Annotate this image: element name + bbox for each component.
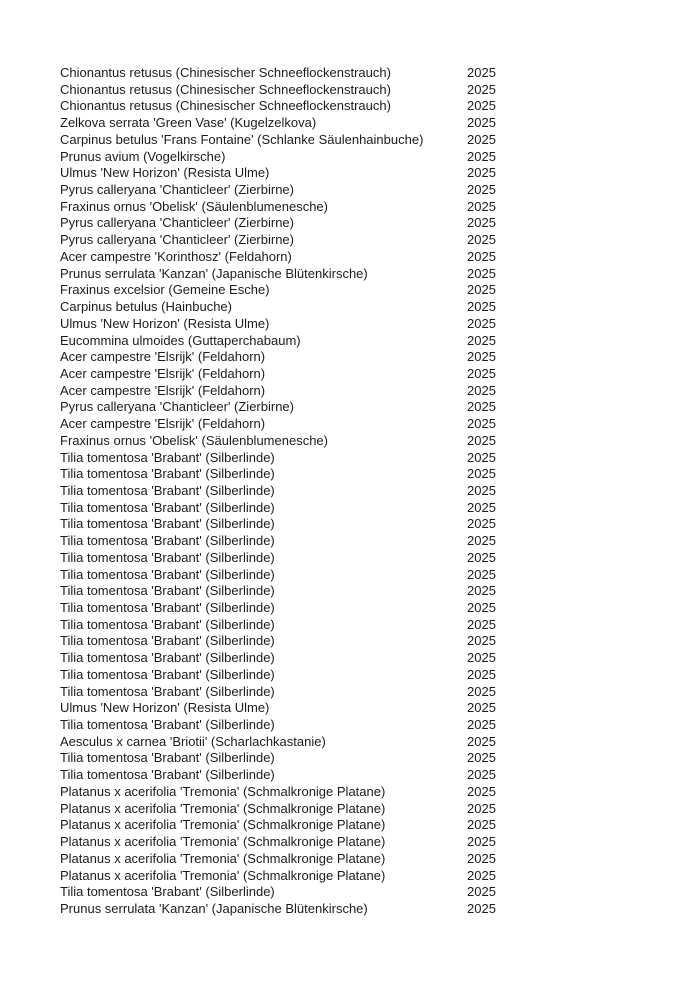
planting-year: 2025 bbox=[467, 482, 496, 498]
tree-name: Carpinus betulus (Hainbuche) bbox=[60, 299, 232, 315]
list-item bbox=[60, 433, 700, 450]
planting-year: 2025 bbox=[467, 850, 496, 866]
tree-name: Chionantus retusus (Chinesischer Schneeflockenstrauch) bbox=[60, 65, 391, 80]
list-item bbox=[60, 817, 700, 834]
tree-name: Tilia tomentosa 'Brabant' (Silberlinde) bbox=[60, 583, 275, 599]
planting-year: 2025 bbox=[467, 449, 496, 465]
planting-year: 2025 bbox=[467, 115, 496, 131]
list-item bbox=[60, 65, 700, 82]
planting-year: 2025 bbox=[467, 516, 496, 532]
tree-name: Pyrus calleryana 'Chanticleer' (Zierbirne) bbox=[60, 232, 294, 248]
tree-name: Fraxinus excelsior (Gemeine Esche) bbox=[60, 282, 270, 298]
planting-year: 2025 bbox=[467, 65, 496, 80]
planting-year: 2025 bbox=[467, 182, 496, 198]
planting-year: 2025 bbox=[467, 800, 496, 816]
tree-name: Prunus serrulata 'Kanzan' (Japanische Blütenkirsche) bbox=[60, 265, 368, 281]
tree-name: Pyrus calleryana 'Chanticleer' (Zierbirne) bbox=[60, 215, 294, 231]
planting-year: 2025 bbox=[467, 416, 496, 432]
tree-name: Fraxinus ornus 'Obelisk' (Säulenblumenesche) bbox=[60, 432, 328, 448]
tree-name: Prunus serrulata 'Kanzan' (Japanische Blütenkirsche) bbox=[60, 900, 368, 916]
list-item bbox=[60, 717, 700, 734]
list-item bbox=[60, 901, 700, 918]
planting-year: 2025 bbox=[467, 282, 496, 298]
tree-name: Tilia tomentosa 'Brabant' (Silberlinde) bbox=[60, 466, 275, 482]
list-item bbox=[60, 583, 700, 600]
tree-name: Tilia tomentosa 'Brabant' (Silberlinde) bbox=[60, 633, 275, 649]
planting-year: 2025 bbox=[467, 650, 496, 666]
tree-name: Ulmus 'New Horizon' (Resista Ulme) bbox=[60, 165, 270, 181]
tree-name: Prunus avium (Vogelkirsche) bbox=[60, 148, 226, 164]
planting-year: 2025 bbox=[467, 81, 496, 97]
list-item bbox=[60, 851, 700, 868]
planting-year: 2025 bbox=[467, 499, 496, 515]
planting-year: 2025 bbox=[467, 633, 496, 649]
planting-year: 2025 bbox=[467, 717, 496, 733]
list-item bbox=[60, 667, 700, 684]
list-item bbox=[60, 333, 700, 350]
tree-name: Tilia tomentosa 'Brabant' (Silberlinde) bbox=[60, 516, 275, 532]
list-item bbox=[60, 650, 700, 667]
tree-name: Acer campestre 'Korinthosz' (Feldahorn) bbox=[60, 248, 292, 264]
planting-year: 2025 bbox=[467, 148, 496, 164]
list-item bbox=[60, 366, 700, 383]
tree-name: Tilia tomentosa 'Brabant' (Silberlinde) bbox=[60, 683, 275, 699]
tree-name: Tilia tomentosa 'Brabant' (Silberlinde) bbox=[60, 717, 275, 733]
list-item bbox=[60, 149, 700, 166]
list-item bbox=[60, 299, 700, 316]
list-item bbox=[60, 884, 700, 901]
planting-year: 2025 bbox=[467, 533, 496, 549]
list-item bbox=[60, 617, 700, 634]
list-item bbox=[60, 633, 700, 650]
tree-name: Tilia tomentosa 'Brabant' (Silberlinde) bbox=[60, 482, 275, 498]
tree-name: Tilia tomentosa 'Brabant' (Silberlinde) bbox=[60, 549, 275, 565]
tree-name: Platanus x acerifolia 'Tremonia' (Schmalkronige Platane) bbox=[60, 867, 386, 883]
list-item bbox=[60, 801, 700, 818]
tree-name: Platanus x acerifolia 'Tremonia' (Schmalkronige Platane) bbox=[60, 783, 386, 799]
tree-name: Tilia tomentosa 'Brabant' (Silberlinde) bbox=[60, 666, 275, 682]
planting-year: 2025 bbox=[467, 349, 496, 365]
planting-year: 2025 bbox=[467, 131, 496, 147]
tree-name: Carpinus betulus 'Frans Fontaine' (Schlanke Säulenhainbuche) bbox=[60, 131, 424, 147]
planting-year: 2025 bbox=[467, 767, 496, 783]
tree-name: Pyrus calleryana 'Chanticleer' (Zierbirne) bbox=[60, 182, 294, 198]
planting-year: 2025 bbox=[467, 198, 496, 214]
planting-year: 2025 bbox=[467, 265, 496, 281]
tree-name: Acer campestre 'Elsrijk' (Feldahorn) bbox=[60, 382, 266, 398]
planting-year: 2025 bbox=[467, 432, 496, 448]
planting-year: 2025 bbox=[467, 884, 496, 900]
tree-name: Chionantus retusus (Chinesischer Schneeflockenstrauch) bbox=[60, 81, 391, 97]
planting-year: 2025 bbox=[467, 98, 496, 114]
tree-name: Fraxinus ornus 'Obelisk' (Säulenblumenesche) bbox=[60, 198, 328, 214]
planting-year: 2025 bbox=[467, 900, 496, 916]
planting-year: 2025 bbox=[467, 783, 496, 799]
list-item bbox=[60, 700, 700, 717]
list-item bbox=[60, 834, 700, 851]
planting-year: 2025 bbox=[467, 834, 496, 850]
tree-name: Tilia tomentosa 'Brabant' (Silberlinde) bbox=[60, 600, 275, 615]
list-item bbox=[60, 516, 700, 533]
tree-name: Tilia tomentosa 'Brabant' (Silberlinde) bbox=[60, 533, 275, 549]
list-item bbox=[60, 734, 700, 751]
list-item bbox=[60, 500, 700, 517]
list-item bbox=[60, 182, 700, 199]
planting-year: 2025 bbox=[467, 315, 496, 331]
list-item bbox=[60, 767, 700, 784]
planting-year: 2025 bbox=[467, 616, 496, 632]
tree-name: Acer campestre 'Elsrijk' (Feldahorn) bbox=[60, 349, 266, 365]
list-item bbox=[60, 316, 700, 333]
list-item bbox=[60, 232, 700, 249]
tree-name: Tilia tomentosa 'Brabant' (Silberlinde) bbox=[60, 750, 275, 766]
list-item bbox=[60, 383, 700, 400]
list-item bbox=[60, 349, 700, 366]
list-item bbox=[60, 416, 700, 433]
tree-name: Pyrus calleryana 'Chanticleer' (Zierbirne) bbox=[60, 399, 294, 415]
list-item bbox=[60, 533, 700, 550]
list-item bbox=[60, 165, 700, 182]
tree-name: Ulmus 'New Horizon' (Resista Ulme) bbox=[60, 315, 270, 331]
tree-name: Tilia tomentosa 'Brabant' (Silberlinde) bbox=[60, 616, 275, 632]
tree-name: Acer campestre 'Elsrijk' (Feldahorn) bbox=[60, 416, 266, 432]
list-item bbox=[60, 784, 700, 801]
planting-year: 2025 bbox=[467, 299, 496, 315]
planting-year: 2025 bbox=[467, 566, 496, 582]
planting-year: 2025 bbox=[467, 332, 496, 348]
list-item bbox=[60, 199, 700, 216]
tree-name: Platanus x acerifolia 'Tremonia' (Schmalkronige Platane) bbox=[60, 817, 386, 833]
planting-year: 2025 bbox=[467, 466, 496, 482]
planting-year: 2025 bbox=[467, 549, 496, 565]
tree-name: Platanus x acerifolia 'Tremonia' (Schmalkronige Platane) bbox=[60, 850, 386, 866]
tree-name: Ulmus 'New Horizon' (Resista Ulme) bbox=[60, 700, 270, 716]
list-item bbox=[60, 466, 700, 483]
tree-name: Tilia tomentosa 'Brabant' (Silberlinde) bbox=[60, 499, 275, 515]
list-item bbox=[60, 82, 700, 99]
planting-year: 2025 bbox=[467, 750, 496, 766]
planting-year: 2025 bbox=[467, 817, 496, 833]
list-item bbox=[60, 132, 700, 149]
planting-year: 2025 bbox=[467, 867, 496, 883]
tree-name: Tilia tomentosa 'Brabant' (Silberlinde) bbox=[60, 650, 275, 666]
list-item bbox=[60, 266, 700, 283]
planting-year: 2025 bbox=[467, 365, 496, 381]
tree-name: Tilia tomentosa 'Brabant' (Silberlinde) bbox=[60, 566, 275, 582]
tree-list bbox=[60, 65, 700, 918]
tree-name: Zelkova serrata 'Green Vase' (Kugelzelkova) bbox=[60, 115, 317, 131]
planting-year: 2025 bbox=[467, 399, 496, 415]
list-item bbox=[60, 483, 700, 500]
planting-year: 2025 bbox=[467, 215, 496, 231]
list-item bbox=[60, 399, 700, 416]
planting-year: 2025 bbox=[467, 600, 496, 615]
tree-name: Tilia tomentosa 'Brabant' (Silberlinde) bbox=[60, 884, 275, 900]
tree-name: Aesculus x carnea 'Briotii' (Scharlachkastanie) bbox=[60, 733, 326, 749]
tree-name: Acer campestre 'Elsrijk' (Feldahorn) bbox=[60, 365, 266, 381]
planting-year: 2025 bbox=[467, 683, 496, 699]
list-item bbox=[60, 868, 700, 885]
list-item bbox=[60, 750, 700, 767]
tree-name: Platanus x acerifolia 'Tremonia' (Schmalkronige Platane) bbox=[60, 834, 386, 850]
list-item bbox=[60, 249, 700, 266]
planting-year: 2025 bbox=[467, 733, 496, 749]
planting-year: 2025 bbox=[467, 666, 496, 682]
list-item bbox=[60, 567, 700, 584]
tree-name: Eucommina ulmoides (Guttaperchabaum) bbox=[60, 332, 301, 348]
list-item bbox=[60, 550, 700, 567]
tree-name: Chionantus retusus (Chinesischer Schneeflockenstrauch) bbox=[60, 98, 391, 114]
tree-name: Tilia tomentosa 'Brabant' (Silberlinde) bbox=[60, 767, 275, 783]
planting-year: 2025 bbox=[467, 700, 496, 716]
list-item bbox=[60, 215, 700, 232]
planting-year: 2025 bbox=[467, 382, 496, 398]
planting-year: 2025 bbox=[467, 232, 496, 248]
list-item bbox=[60, 450, 700, 467]
list-item bbox=[60, 282, 700, 299]
tree-name: Tilia tomentosa 'Brabant' (Silberlinde) bbox=[60, 449, 275, 465]
planting-year: 2025 bbox=[467, 165, 496, 181]
tree-name: Platanus x acerifolia 'Tremonia' (Schmalkronige Platane) bbox=[60, 800, 386, 816]
planting-year: 2025 bbox=[467, 248, 496, 264]
list-item bbox=[60, 98, 700, 115]
list-item bbox=[60, 600, 700, 617]
list-item bbox=[60, 115, 700, 132]
list-item bbox=[60, 684, 700, 701]
planting-year: 2025 bbox=[467, 583, 496, 599]
